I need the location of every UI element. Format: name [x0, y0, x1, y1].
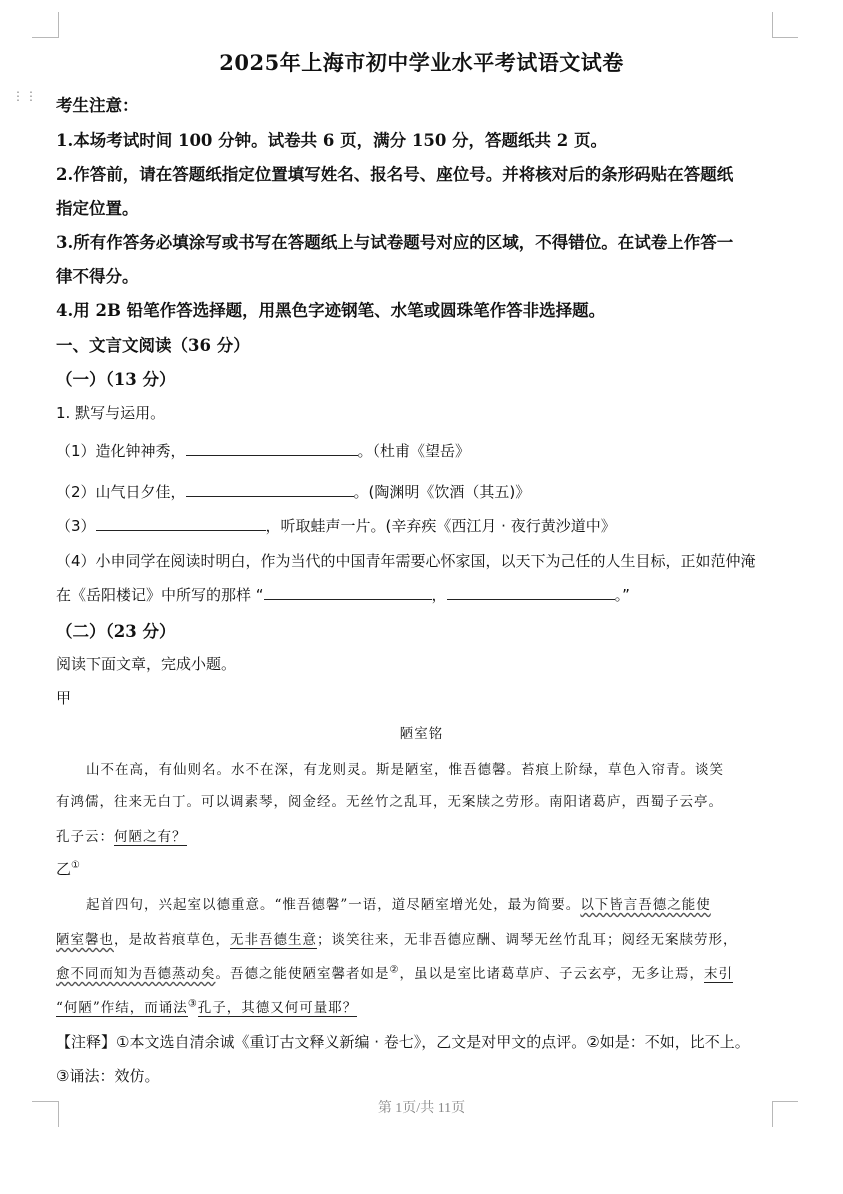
commentary-wavy-text: 愈不同而知为吾德蒸动矣	[56, 966, 216, 982]
notice-item-4: 4.用 2B 铅笔作答选择题，用黑色字迹钢笔、水笔或圆珠笔作答非选择题。	[56, 301, 606, 320]
commentary-underlined-text: 末引	[703, 966, 733, 982]
question-source: 。(陶渊明《饮酒（其五)》	[353, 483, 531, 501]
footnote-mark: ③	[187, 998, 198, 1010]
commentary-text: 。吾德之能使陋室馨者如是	[215, 966, 390, 982]
question-item-4: （4）小申同学在阅读时明白，作为当代的中国青年需要心怀家国，以天下为己任的人生目标，正如范仲淹	[56, 552, 756, 570]
poem-line-1: 山不在高，有仙则名。水不在深，有龙则灵。斯是陋室，惟吾德馨。苔痕上阶绿，草色入帘青。谈笑	[86, 762, 724, 778]
footnote-mark: ①	[71, 860, 80, 871]
question-source: 。（杜甫《望岳》	[357, 442, 471, 460]
question-item-3	[56, 515, 616, 536]
crop-mark-top-left	[32, 37, 58, 38]
commentary-line-1	[86, 893, 711, 913]
part-heading-2: （二）（23 分）	[56, 622, 176, 641]
commentary-line-2	[56, 928, 738, 948]
question-item-4-cont	[56, 584, 630, 605]
part-heading-1: （一）（13 分）	[56, 370, 176, 389]
commentary-line-4	[56, 996, 357, 1016]
notice-heading: 考生注意：	[56, 96, 139, 115]
commentary-text: ，虽以是室比诸葛草庐、子云玄亭，无多让焉，	[399, 966, 704, 982]
notice-item-3-cont: 律不得分。	[56, 267, 139, 286]
notes-line-2: ③诵法：效仿。	[56, 1067, 160, 1085]
question-item-1	[56, 440, 470, 461]
commentary-text: ，是故苔痕草色，	[114, 932, 230, 948]
poem-line-3	[56, 825, 187, 845]
commentary-text: 起首四句，兴起室以德重意。“惟吾德馨”一语，道尽陋室增光处，最为简要。	[86, 897, 581, 913]
question-text: ，	[431, 586, 447, 604]
notice-item-2-cont: 指定位置。	[56, 199, 139, 218]
question-text: （2）山气日夕佳，	[56, 483, 186, 501]
label-text: 乙	[56, 860, 72, 878]
notice-item-3: 3.所有作答务必填涂写或书写在答题纸上与试卷题号对应的区域，不得错位。在试卷上作答一	[56, 233, 734, 252]
poem-text: 孔子云：	[56, 829, 114, 845]
answer-blank[interactable]	[447, 584, 615, 600]
footnote-mark: ②	[389, 964, 400, 976]
notes-line-1: 【注释】①本文选自清余诚《重订古文释义新编 · 卷七》，乙文是对甲文的点评。②如是：不如，比不上。	[56, 1033, 750, 1051]
drag-handle-icon[interactable]: ⋮⋮	[12, 89, 38, 103]
page-number: 第 1页/共 11页	[377, 1101, 466, 1116]
poem-title: 陋室铭	[399, 726, 444, 742]
commentary-wavy-text: 陋室馨也	[56, 932, 114, 948]
commentary-line-3	[56, 962, 733, 982]
question-text: 。”	[614, 586, 630, 604]
commentary-underlined-text: “何陋”作结，而诵法	[56, 1000, 188, 1016]
poem-underlined-text: 何陋之有？	[114, 829, 187, 845]
page-title: 2025年上海市初中学业水平考试语文试卷	[219, 50, 624, 75]
question-stem: 1. 默写与运用。	[56, 404, 166, 422]
answer-blank[interactable]	[186, 481, 354, 497]
crop-mark-top-left	[58, 12, 59, 38]
text-label-jia: 甲	[56, 689, 72, 707]
text-label-yi	[56, 858, 80, 879]
notice-item-2: 2.作答前，请在答题纸指定位置填写姓名、报名号、座位号。并将核对后的条形码贴在答题纸	[56, 165, 734, 184]
question-source: ，听取蛙声一片。(辛弃疾《西江月 · 夜行黄沙道中》	[265, 517, 616, 535]
crop-mark-top-right	[772, 12, 773, 38]
reading-instruction: 阅读下面文章，完成小题。	[56, 655, 237, 673]
commentary-underlined-text: 孔子，其德又何可量耶？	[197, 1000, 358, 1016]
commentary-text: ；谈笑往来，无非吾德应酬、调琴无丝竹乱耳；阅经无案牍劳形，	[317, 932, 738, 948]
section-heading: 一、文言文阅读（36 分）	[56, 336, 250, 355]
poem-line-2: 有鸿儒，往来无白丁。可以调素琴，阅金经。无丝竹之乱耳，无案牍之劳形。南阳诸葛庐，西蜀子云亭。	[56, 794, 723, 810]
commentary-wavy-text: 以下皆言吾德之能使	[580, 897, 711, 913]
question-text: 在《岳阳楼记》中所写的那样 “	[56, 586, 264, 604]
crop-mark-top-right	[772, 37, 798, 38]
question-text: （3）	[56, 517, 96, 535]
question-text: （1）造化钟神秀，	[56, 442, 186, 460]
notice-item-1: 1.本场考试时间 100 分钟。试卷共 6 页，满分 150 分，答题纸共 2 页。	[56, 131, 608, 150]
question-item-2	[56, 481, 530, 502]
commentary-underlined-text: 无非吾德生意	[230, 932, 317, 948]
answer-blank[interactable]	[264, 584, 432, 600]
answer-blank[interactable]	[186, 440, 358, 456]
answer-blank[interactable]	[96, 515, 266, 531]
